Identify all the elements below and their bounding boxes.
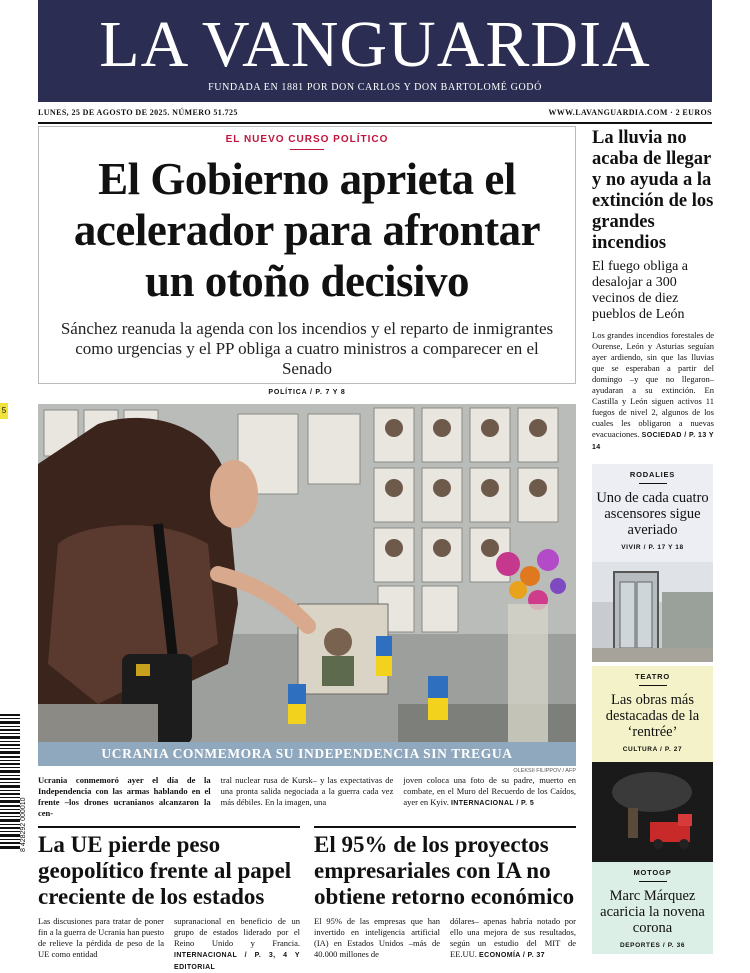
rodalies-kicker-line [639,483,667,484]
lead-page-ref: POLÍTICA / P. 7 Y 8 [268,389,346,396]
teatro-headline[interactable]: Las obras más destacadas de la ‘rentrée’ [605,692,700,740]
teatro-kicker: TEATRO [634,672,671,681]
motogp-kicker-line [639,881,667,882]
fire-headline[interactable]: La lluvia no acaba de llegar y no ayuda a la extinción de los grandes incendios [592,128,714,253]
rodalies-headline[interactable]: Uno de cada cuatro ascensores sigue averiado [596,490,709,538]
theatre-illustration [592,762,713,862]
eu-col-2: supranacional en beneficio de un grupo de estados liderado por el Reino Unido y Francia. INTERNACIONAL / P. 3, 4 Y EDITORIAL [174,916,300,971]
caption-col-1: Ucrania conmemoró ayer el día de la Independencia con las armas hablando en el frente –los drones ucranianos alcanzaron la cen- [38,775,211,818]
elevator-photo [592,562,713,662]
theatre-photo [592,762,713,862]
teatro-teaser[interactable] [592,666,713,762]
lead-story[interactable] [38,126,576,396]
ai-page-ref: ECONOMÍA / P. 37 [479,952,545,959]
teatro-page-ref: CULTURA / P. 27 [622,746,683,753]
ai-headline[interactable]: El 95% de los proyectos empresariales con IA no obtiene retorno económico [314,832,575,909]
fire-subhead: El fuego obliga a desalojar a 300 vecinos de diez pueblos de León [592,259,689,322]
newspaper-logo: LA VANGUARDIA [99,8,651,81]
eu-body [38,916,300,973]
motogp-page-ref: DEPORTES / P. 36 [619,942,686,949]
header-rule [38,122,712,124]
elevator-illustration [592,562,713,662]
eu-page-ref: INTERNACIONAL / P. 3, 4 Y EDITORIAL [174,952,300,971]
ai-body [314,916,576,961]
barcode-number: 8 428292 000010 [20,797,27,852]
lead-headline[interactable]: El Gobierno aprieta el acelerador para afrontar un otoño decisivo [73,154,541,306]
lead-kicker: EL NUEVO CURSO POLÍTICO [225,134,389,145]
masthead [38,0,712,102]
fire-story[interactable] [592,128,714,453]
fire-body: Los grandes incendios forestales de Ourense, León y Asturias seguían ayer ardiendo, sin que las lluvias que se esperaban a partir del domingo –y que no llegaron– ayudaran a su extinción. En Castilla y León siguen activos 11 fuegos de nivel 2, algunos de los cuales les obligaron a nuevas evacuaciones. SOCIEDAD / P. 13 Y 14 [592,330,714,451]
photo-caption [38,775,577,818]
lead-deck: Sánchez reanuda la agenda con los incendios y el reparto de inmigrantes como urgencias y el PP obliga a cuatro ministros a comparecer en el Senado [60,319,554,378]
founded-line: FUNDADA EN 1881 POR DON CARLOS Y DON BARTOLOMÉ GODÓ [208,82,542,93]
eu-story[interactable] [38,832,300,973]
ai-story[interactable] [314,832,576,961]
rodalies-page-ref: VIVIR / P. 17 Y 18 [621,544,684,551]
memorial-wall-illustration [38,404,576,766]
fire-page-ref: SOCIEDAD / P. 13 Y 14 [592,432,714,451]
ai-col-1: El 95% de las empresas que han invertido en inteligencia artificial (IA) en Estados Unidos –más de 40.000 millones de [314,916,440,959]
ai-col-2: dólares– apenas habría notado por ello una mejora de sus resultados, según un estudio del MIT de EE.UU. ECONOMÍA / P. 37 [450,916,576,959]
eu-col-1: Las discusiones para tratar de poner fin a la guerra de Ucrania han puesto de relieve la pérdida de peso de la UE como entidad [38,916,164,959]
motogp-teaser[interactable] [592,862,713,954]
photo-caption-title: UCRANIA CONMEMORA SU INDEPENDENCIA SIN TREGUA [38,742,576,766]
dateline [38,108,712,122]
caption-col-2: tral nuclear rusa de Kursk– y las expectativas de una pronta salida negociada a la guerra cada vez más débiles. En la imagen, una [220,775,394,807]
motogp-kicker: MOTOGP [633,868,672,877]
kicker-underline [290,149,324,150]
rodalies-kicker: RODALIES [629,470,676,479]
barcode-icon [0,714,20,850]
teatro-kicker-line [639,685,667,686]
eu-story-rule [38,826,300,828]
photo-credit: OLEKSII FILIPPOV / AFP [513,768,576,774]
ukraine-memorial-photo[interactable] [38,404,576,766]
motogp-headline[interactable]: Marc Márquez acaricia la novena corona [600,888,705,936]
website-price: WWW.LAVANGUARDIA.COM · 2 EUROS [548,108,712,117]
ai-story-rule [314,826,576,828]
eu-headline[interactable]: La UE pierde peso geopolítico frente al papel creciente de los estados [38,832,292,909]
caption-page-ref: INTERNACIONAL / P. 5 [450,800,535,807]
issue-date: LUNES, 25 DE AGOSTO DE 2025. NÚMERO 51.725 [38,108,238,117]
caption-col-3: joven coloca una foto de su padre, muerto en combate, en el Muro del Recuerdo de los Caídos, ayer en Kyiv. INTERNACIONAL / P. 5 [403,775,577,807]
rodalies-teaser[interactable] [592,464,713,562]
section-tab: 5 [0,403,8,419]
